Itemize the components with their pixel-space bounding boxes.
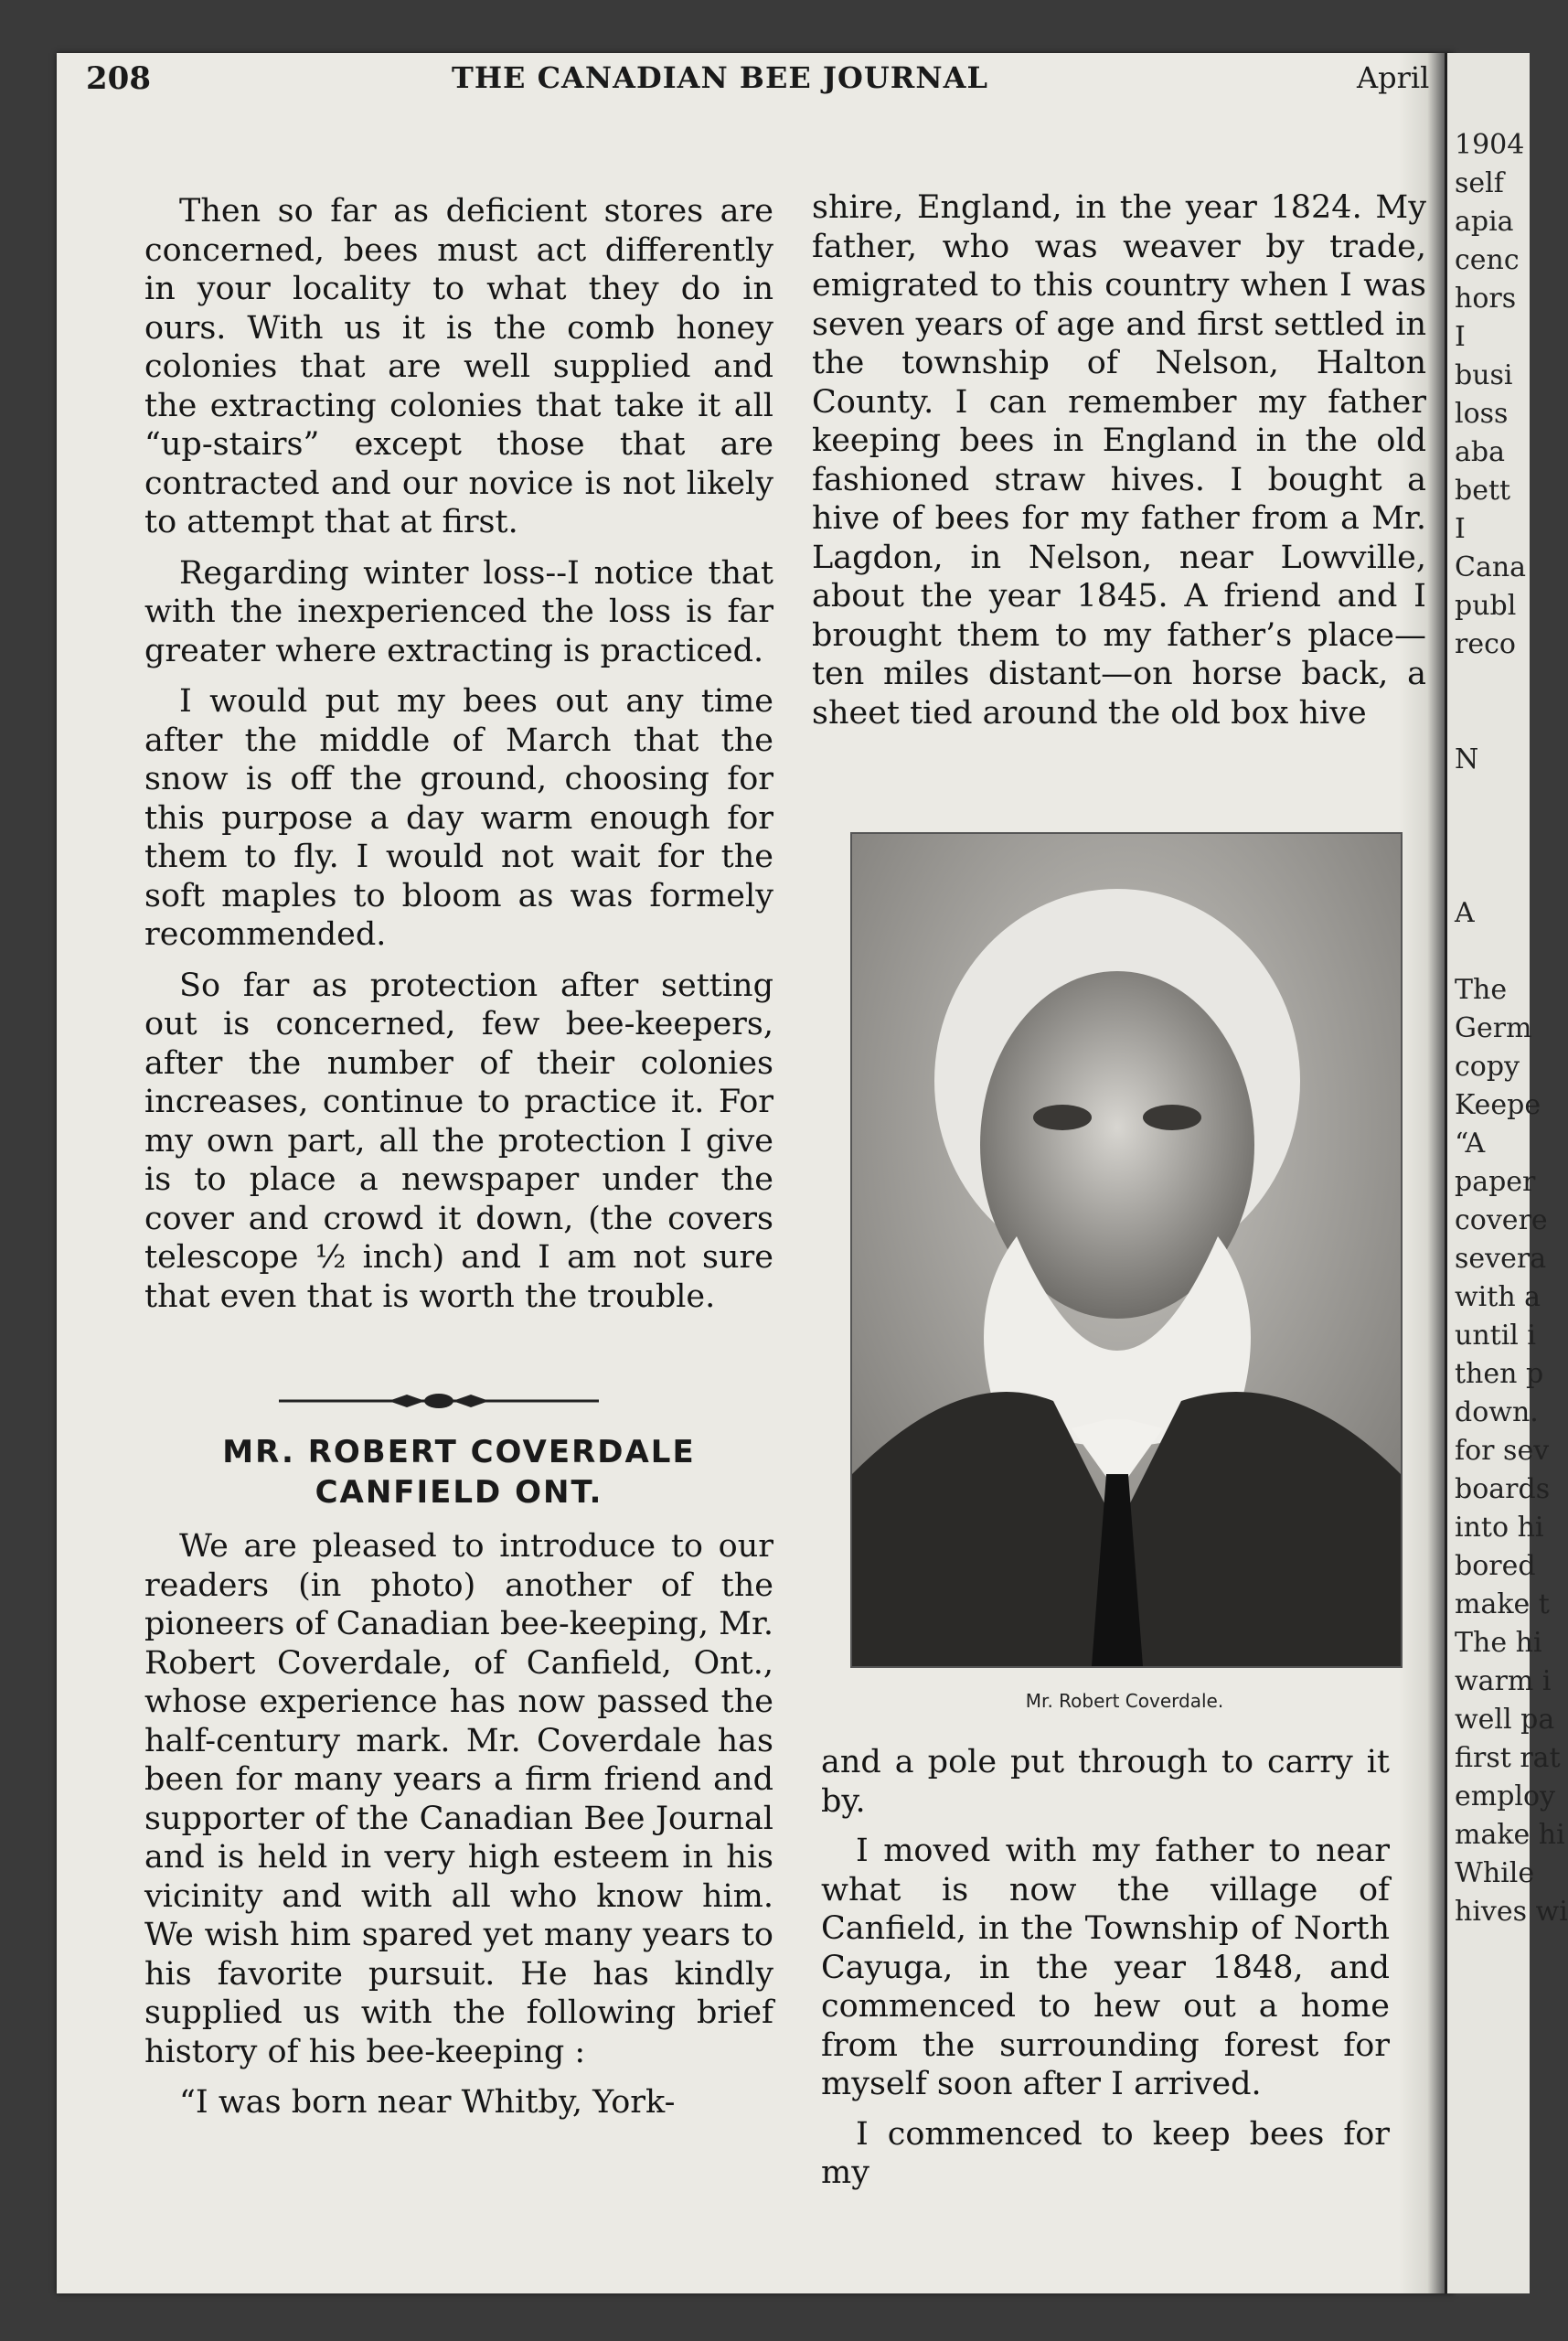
facing-page-fragment: apia xyxy=(1455,206,1514,238)
facing-page-fragment: hors xyxy=(1455,283,1517,315)
facing-page-fragment: copy xyxy=(1455,1051,1520,1083)
facing-page-fragment: paper xyxy=(1455,1166,1536,1198)
facing-page-fragment: until i xyxy=(1455,1320,1537,1352)
facing-page-fragment: The hi xyxy=(1455,1627,1542,1659)
facing-page-fragment: down. xyxy=(1455,1396,1539,1428)
facing-page-fragment xyxy=(1455,933,1568,971)
facing-page-fragment: self xyxy=(1455,167,1504,199)
facing-page-fragment: employ xyxy=(1455,1780,1556,1812)
article-intro: We are pleased to introduce to our readers (in photo) another of the pioneers of Canadian bee-keeping, Mr. Robert Coverdale, of Canfield, Ont., whose experience has now passed the half-century mark. Mr. Coverdale has been for many years a firm friend and supporter of the Canadian Bee Journal and is held in very high esteem in his vicinity and with all who know him. We wish him spared yet many years to his favorite pursuit. He has kindly supplied us with the following brief history of his bee-keeping : xyxy=(144,1528,773,2070)
quote-start: “I was born near Whitby, York- xyxy=(179,2084,676,2121)
facing-page-fragment: boards xyxy=(1455,1473,1551,1505)
facing-page-fragment: warm i xyxy=(1455,1665,1552,1697)
journal-title: THE CANADIAN BEE JOURNAL xyxy=(452,60,988,95)
facing-page-fragment: A xyxy=(1455,897,1475,929)
facing-page-fragment: The xyxy=(1455,974,1508,1006)
facing-page-fragment: for sev xyxy=(1455,1435,1550,1467)
paragraph: shire, England, in the year 1824. My father, who was weaver by trade, emigrated to this country when I was seven years of age and first settled in the township of Nelson, Halton County. I can remember my father keeping bees in England in the old fashioned straw hives. I bought a hive of bees for my father from a Mr. Lagdon, in Nelson, near Lowville, about the year 1845. A friend and I brought them to my father’s place—ten miles distant—on horse back, a sheet tied around the old box hive xyxy=(812,189,1426,732)
facing-page-fragment: make hi xyxy=(1455,1819,1565,1851)
paragraph: So far as protection after setting out is concerned, few bee-keepers, after the number of their colonies increases, continue to practice it. For my own part, all the protection I give is to place a newspaper under the cover and crowd it down, (the covers telescope ½ inch) and I am not sure that even that is worth the trouble. xyxy=(144,967,773,1315)
facing-page-fragment: Cana xyxy=(1455,551,1527,583)
page-number: 208 xyxy=(86,60,151,97)
facing-page-fragment: cenc xyxy=(1455,244,1520,276)
facing-page-fragment: hives wi xyxy=(1455,1896,1568,1928)
paragraph: I moved with my father to near what is now the village of Canfield, in the Township of North Cayuga, in the year 1848, and commenced to hew out a home from the surrounding forest for myself soon after I arrived. xyxy=(821,1833,1390,2102)
article-heading-line: MR. ROBERT COVERDALE xyxy=(222,1434,696,1470)
facing-page-fragment: covere xyxy=(1455,1204,1548,1236)
paragraph: and a pole put through to carry it by. xyxy=(821,1744,1390,1820)
issue-month: April xyxy=(1357,60,1430,95)
paragraph: Regarding winter loss--I notice that with the inexperienced the loss is far greater where extracting is practiced. xyxy=(144,554,773,669)
paragraph: I commenced to keep bees for my xyxy=(821,2115,1390,2191)
facing-page-fragment: bett xyxy=(1455,475,1511,507)
facing-page-fragment xyxy=(1455,702,1568,741)
facing-page-fragment: Keepe xyxy=(1455,1089,1541,1121)
portrait-image xyxy=(852,834,1401,1666)
facing-page-fragment: make t xyxy=(1455,1588,1550,1620)
photo-caption: Mr. Robert Coverdale. xyxy=(1025,1690,1224,1712)
facing-page-fragment: first rat xyxy=(1455,1742,1561,1774)
facing-page-fragment: severa xyxy=(1455,1243,1547,1275)
left-column xyxy=(144,192,773,1328)
facing-page-fragment: then p xyxy=(1455,1358,1544,1390)
facing-page-fragment: I xyxy=(1455,513,1466,545)
facing-page xyxy=(1445,53,1568,2293)
facing-page-fragment: into hi xyxy=(1455,1512,1544,1544)
facing-page-fragment: loss xyxy=(1455,398,1509,430)
facing-page-fragment: well pa xyxy=(1455,1704,1555,1736)
portrait-photo xyxy=(850,832,1403,1668)
facing-page-fragment: publ xyxy=(1455,590,1517,622)
article-heading xyxy=(144,1432,773,1513)
ornamental-divider xyxy=(279,1390,599,1412)
facing-page-text xyxy=(1455,126,1568,1931)
paragraph: I would put my bees out any time after the middle of March that the snow is off the ground, choosing for this purpose a day warm enough for them to fly. I would not wait for the soft maples to bloom as was formely recommended. xyxy=(144,683,773,953)
facing-page-fragment: I xyxy=(1455,321,1466,353)
facing-page-fragment: busi xyxy=(1455,359,1513,391)
facing-page-fragment: 1904 xyxy=(1455,129,1525,161)
right-column-bottom xyxy=(821,1743,1390,2204)
facing-page-fragment: Germ xyxy=(1455,1012,1532,1044)
facing-page-fragment: with a xyxy=(1455,1281,1541,1313)
facing-page-fragment: N xyxy=(1455,743,1479,775)
facing-page-fragment: aba xyxy=(1455,436,1505,468)
facing-page-fragment xyxy=(1455,818,1568,856)
facing-page-fragment: bored xyxy=(1455,1550,1536,1582)
paragraph: Then so far as deficient stores are concerned, bees must act differently in your locality to what they do in ours. With us it is the comb honey colonies that are well supplied and the extracting colonies that take it all “up-stairs” except those that are contracted and our novice is not likely to attempt that at first. xyxy=(144,193,773,540)
page-header xyxy=(86,60,1430,115)
facing-page-fragment xyxy=(1455,664,1568,702)
article-heading-line: CANFIELD ONT. xyxy=(315,1474,603,1511)
article-intro-column xyxy=(144,1527,773,2134)
facing-page-fragment: “A xyxy=(1455,1128,1486,1160)
facing-page-fragment xyxy=(1455,856,1568,894)
facing-page-fragment: While xyxy=(1455,1857,1535,1889)
facing-page-fragment xyxy=(1455,779,1568,818)
right-column-top xyxy=(812,188,1426,743)
facing-page-fragment: reco xyxy=(1455,628,1516,660)
